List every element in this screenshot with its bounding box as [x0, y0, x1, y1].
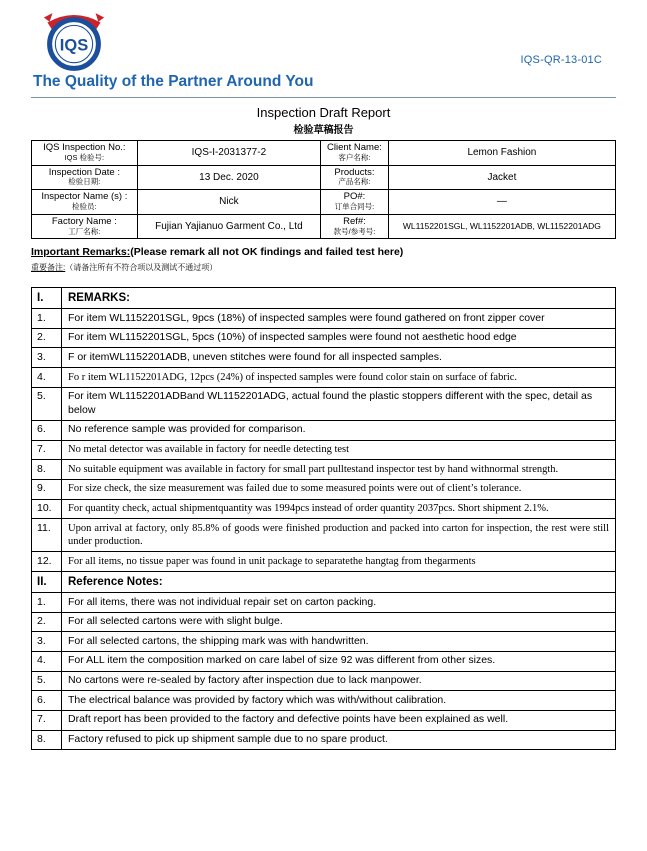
- section-title: REMARKS:: [62, 288, 616, 309]
- reference-row: [32, 730, 616, 750]
- label-cn: 检验日期:: [68, 177, 101, 187]
- info-value-po: —: [388, 190, 615, 215]
- reference-text: No cartons were re-sealed by factory after inspection due to lack manpower.: [62, 671, 616, 691]
- remark-number: 5.: [32, 387, 62, 420]
- remark-number: 6.: [32, 420, 62, 440]
- info-value-inspection-no: IQS-I-2031377-2: [137, 141, 320, 166]
- section-title: Reference Notes:: [62, 572, 616, 593]
- remark-number: 10.: [32, 499, 62, 519]
- remark-number: 7.: [32, 440, 62, 460]
- remark-text: No suitable equipment was available in factory for small part pulltestand inspector test by hand withnormal strength.: [62, 460, 616, 480]
- important-remarks-note: (Please remark all not OK findings and failed test here): [130, 246, 404, 259]
- info-value-client-name: Lemon Fashion: [388, 141, 615, 166]
- reference-text: For all selected cartons, the shipping mark was with handwritten.: [62, 632, 616, 652]
- reference-row: [32, 632, 616, 652]
- remark-text: For item WL1152201ADBand WL1152201ADG, actual found the plastic stoppers different with the spec, detail as below: [62, 387, 616, 420]
- remark-number: 11.: [32, 519, 62, 552]
- company-tagline: The Quality of the Partner Around You: [33, 73, 314, 90]
- remark-number: 4.: [32, 368, 62, 388]
- info-row: [32, 141, 616, 166]
- section-header-remarks: [32, 288, 616, 309]
- report-title: Inspection Draft Report: [256, 105, 391, 120]
- remark-number: 1.: [32, 309, 62, 329]
- remark-number: 8.: [32, 460, 62, 480]
- reference-row: [32, 671, 616, 691]
- remark-row: [32, 552, 616, 572]
- label-cn: 订单合同号:: [334, 202, 375, 212]
- remark-row: [32, 440, 616, 460]
- reference-row: [32, 691, 616, 711]
- info-label-ref: [321, 214, 389, 239]
- label-en: PO#:: [343, 191, 366, 203]
- label-cn: 检验员:: [72, 202, 97, 212]
- section-number: II.: [32, 572, 62, 593]
- remark-row: [32, 387, 616, 420]
- remarks-table: [31, 287, 616, 750]
- reference-row: [32, 710, 616, 730]
- remark-text: No reference sample was provided for comparison.: [62, 420, 616, 440]
- reference-number: 1.: [32, 593, 62, 613]
- reference-number: 8.: [32, 730, 62, 750]
- label-en: IQS Inspection No.:: [43, 142, 126, 153]
- reference-number: 4.: [32, 651, 62, 671]
- remark-number: 9.: [32, 479, 62, 499]
- remark-row: [32, 309, 616, 329]
- label-cn: IQS 检验号:: [64, 152, 105, 162]
- svg-text:IQS: IQS: [59, 36, 89, 55]
- reference-text: Factory refused to pick up shipment sample due to no spare product.: [62, 730, 616, 750]
- label-cn: 款号/参考号:: [333, 226, 376, 236]
- label-en: Inspection Date :: [48, 166, 120, 178]
- label-en: Ref#:: [343, 215, 366, 227]
- remark-number: 2.: [32, 328, 62, 348]
- info-value-products: Jacket: [388, 165, 615, 190]
- remark-text: Fo r item WL1152201ADG, 12pcs (24%) of inspected samples were found color stain on surface of fabric.: [62, 368, 616, 388]
- remark-row: [32, 519, 616, 552]
- reference-number: 7.: [32, 710, 62, 730]
- remark-text: Upon arrival at factory, only 85.8% of goods were finished production and packed into carton for inspection, the rest were still under production.: [62, 519, 616, 552]
- reference-row: [32, 651, 616, 671]
- info-label-inspection-no: [32, 141, 138, 166]
- info-label-factory-name: [32, 214, 138, 239]
- reference-number: 2.: [32, 612, 62, 632]
- info-row: [32, 214, 616, 239]
- label-en: Client Name:: [326, 142, 382, 153]
- section-number: I.: [32, 288, 62, 309]
- label-cn: 客户名称:: [338, 152, 371, 162]
- info-value-inspector-name: Nick: [137, 190, 320, 215]
- remark-row: [32, 420, 616, 440]
- reference-text: For all items, there was not individual repair set on carton packing.: [62, 593, 616, 613]
- reference-row: [32, 612, 616, 632]
- important-remarks-note-cn: （请备注所有不符合项以及测试不通过项）: [65, 263, 218, 273]
- remark-row: [32, 460, 616, 480]
- label-cn: 工厂名称:: [68, 226, 101, 236]
- remark-text: F or itemWL1152201ADB, uneven stitches were found for all inspected samples.: [62, 348, 616, 368]
- remark-text: For item WL1152201SGL, 9pcs (18%) of inspected samples were found gathered on front zipper cover: [62, 309, 616, 329]
- important-remarks-line-cn: [31, 262, 616, 273]
- remark-text: For size check, the size measurement was failed due to some measured points were out of client’s tolerance.: [62, 479, 616, 499]
- info-label-inspector-name: [32, 190, 138, 215]
- report-title-cn: 检验草稿报告: [293, 125, 354, 136]
- remark-row: [32, 499, 616, 519]
- remark-number: 12.: [32, 552, 62, 572]
- info-label-client-name: [321, 141, 389, 166]
- reference-number: 5.: [32, 671, 62, 691]
- reference-text: For all selected cartons were with slight bulge.: [62, 612, 616, 632]
- label-en: Factory Name :: [51, 215, 117, 227]
- important-remarks-label-cn: 重要备注:: [31, 263, 66, 273]
- remark-number: 3.: [32, 348, 62, 368]
- info-value-ref: WL1152201SGL, WL1152201ADB, WL1152201ADG: [388, 214, 615, 239]
- remark-text: For item WL1152201SGL, 5pcs (10%) of inspected samples were found not aesthetic hood edge: [62, 328, 616, 348]
- remark-text: For quantity check, actual shipmentquantity was 1994pcs instead of order quantity 2037pcs. Short shipment 2.1%.: [62, 499, 616, 519]
- remark-row: [32, 479, 616, 499]
- remark-row: [32, 328, 616, 348]
- title-block: [31, 105, 616, 136]
- remark-row: [32, 368, 616, 388]
- reference-row: [32, 593, 616, 613]
- reference-text: For ALL item the composition marked on care label of size 92 was different from other sizes.: [62, 651, 616, 671]
- label-en: Inspector Name (s) :: [41, 191, 128, 203]
- remark-text: For all items, no tissue paper was found in unit package to separatethe hangtag from thegarments: [62, 552, 616, 572]
- section-header-reference-notes: [32, 572, 616, 593]
- label-cn: 产品名称:: [338, 177, 371, 187]
- document-code: IQS-QR-13-01C: [520, 54, 602, 66]
- info-value-factory-name: Fujian Yajianuo Garment Co., Ltd: [137, 214, 320, 239]
- reference-text: Draft report has been provided to the factory and defective points have been explained as well.: [62, 710, 616, 730]
- info-label-po: [321, 190, 389, 215]
- remark-row: [32, 348, 616, 368]
- iqs-logo: [37, 6, 111, 72]
- important-remarks-line: [31, 246, 616, 258]
- info-row: [32, 165, 616, 190]
- info-label-products: [321, 165, 389, 190]
- reference-number: 6.: [32, 691, 62, 711]
- important-remarks-label: Important Remarks:: [31, 246, 131, 259]
- reference-number: 3.: [32, 632, 62, 652]
- info-row: [32, 190, 616, 215]
- page-header: [31, 6, 616, 98]
- remark-text: No metal detector was available in factory for needle detecting test: [62, 440, 616, 460]
- info-label-inspection-date: [32, 165, 138, 190]
- label-en: Products:: [334, 166, 375, 178]
- iqs-logo-graphic: [37, 6, 111, 72]
- info-value-inspection-date: 13 Dec. 2020: [137, 165, 320, 190]
- reference-text: The electrical balance was provided by factory which was with/without calibration.: [62, 691, 616, 711]
- inspection-info-table: [31, 140, 616, 239]
